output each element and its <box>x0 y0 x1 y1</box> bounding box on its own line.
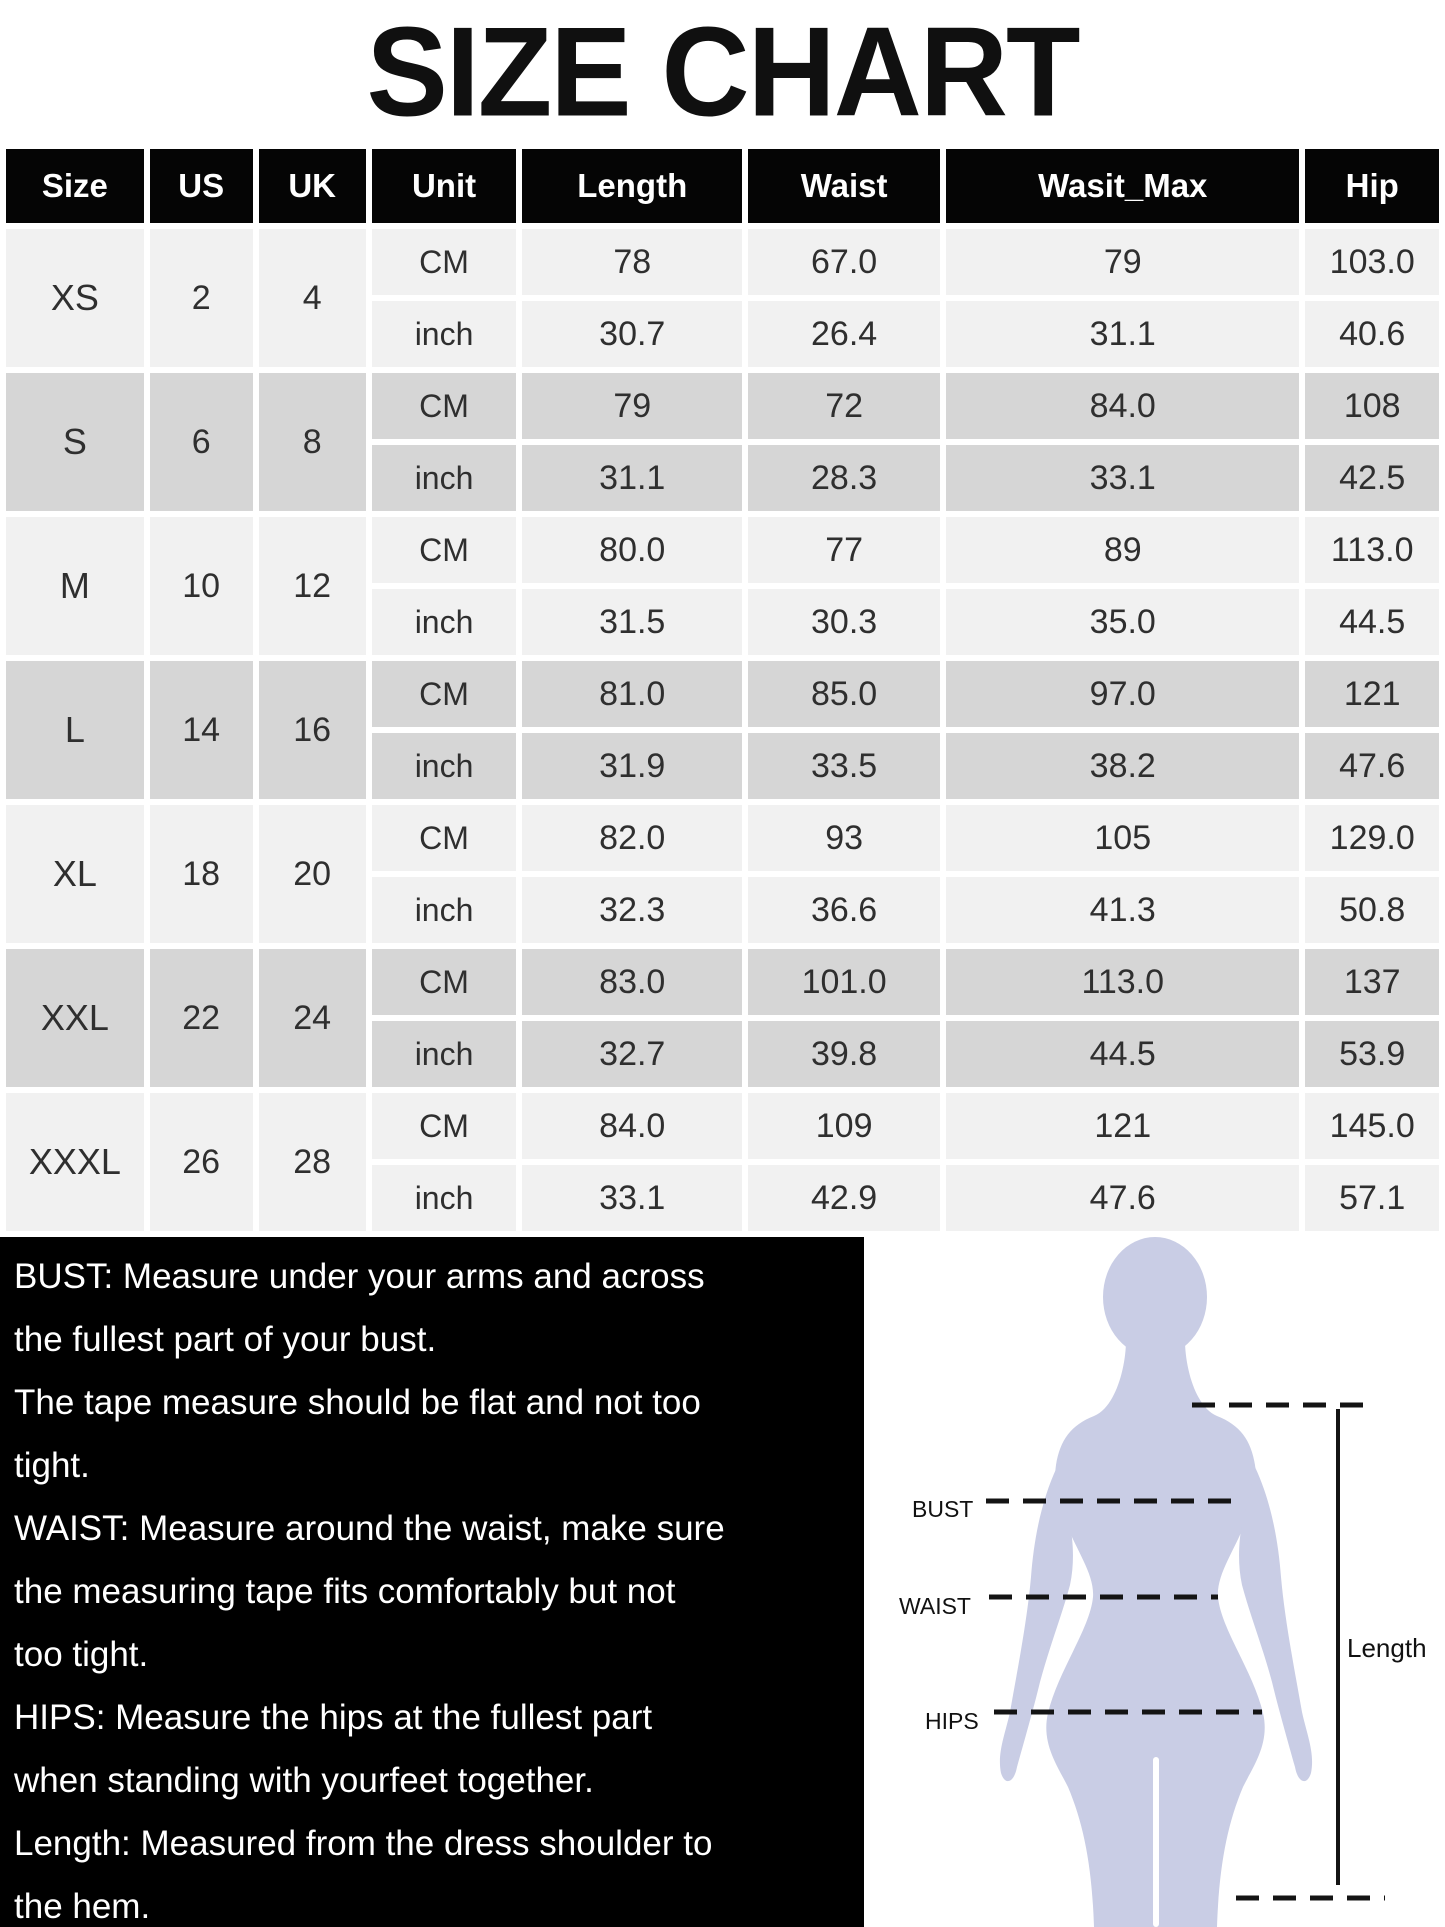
instruction-line: when standing with yourfeet together. <box>14 1761 594 1800</box>
length-label: Length <box>1347 1633 1427 1663</box>
value-cell: 42.5 <box>1305 445 1439 511</box>
value-cell: CM <box>372 229 517 295</box>
value-cell: 2 <box>150 229 253 367</box>
value-cell: 101.0 <box>748 949 940 1015</box>
value-cell: inch <box>372 589 517 655</box>
header-row <box>6 149 1439 223</box>
value-cell: 80.0 <box>522 517 742 583</box>
value-cell: 44.5 <box>946 1021 1299 1087</box>
page-title: SIZE CHART <box>366 0 1079 143</box>
size-cell: XXXL <box>6 1093 144 1231</box>
value-cell: 31.9 <box>522 733 742 799</box>
value-cell: 105 <box>946 805 1299 871</box>
value-cell: 16 <box>259 661 366 799</box>
value-cell: 38.2 <box>946 733 1299 799</box>
value-cell: CM <box>372 517 517 583</box>
value-cell: 40.6 <box>1305 301 1439 367</box>
instruction-line: Length: Measured from the dress shoulder to <box>14 1824 713 1863</box>
body-silhouette-diagram <box>864 1237 1445 1927</box>
value-cell: 79 <box>522 373 742 439</box>
value-cell: 31.5 <box>522 589 742 655</box>
size-cell: XXL <box>6 949 144 1087</box>
value-cell: 33.1 <box>522 1165 742 1231</box>
value-cell: inch <box>372 877 517 943</box>
size-cell: M <box>6 517 144 655</box>
value-cell: 47.6 <box>1305 733 1439 799</box>
value-cell: 6 <box>150 373 253 511</box>
value-cell: 129.0 <box>1305 805 1439 871</box>
value-cell: 78 <box>522 229 742 295</box>
instruction-line: BUST: Measure under your arms and across <box>14 1257 705 1296</box>
value-cell: CM <box>372 1093 517 1159</box>
value-cell: 31.1 <box>946 301 1299 367</box>
value-cell: 12 <box>259 517 366 655</box>
value-cell: inch <box>372 301 517 367</box>
value-cell: 67.0 <box>748 229 940 295</box>
instruction-line: WAIST: Measure around the waist, make sure <box>14 1509 725 1548</box>
size-cell: XS <box>6 229 144 367</box>
value-cell: 84.0 <box>522 1093 742 1159</box>
value-cell: 32.7 <box>522 1021 742 1087</box>
value-cell: 26 <box>150 1093 253 1231</box>
table-body <box>6 229 1439 1231</box>
value-cell: 31.1 <box>522 445 742 511</box>
value-cell: 39.8 <box>748 1021 940 1087</box>
value-cell: 113.0 <box>946 949 1299 1015</box>
value-cell: 22 <box>150 949 253 1087</box>
value-cell: CM <box>372 949 517 1015</box>
value-cell: 83.0 <box>522 949 742 1015</box>
value-cell: 84.0 <box>946 373 1299 439</box>
value-cell: 28.3 <box>748 445 940 511</box>
value-cell: 36.6 <box>748 877 940 943</box>
value-cell: CM <box>372 661 517 727</box>
value-cell: CM <box>372 805 517 871</box>
value-cell: 47.6 <box>946 1165 1299 1231</box>
value-cell: 24 <box>259 949 366 1087</box>
value-cell: 121 <box>1305 661 1439 727</box>
value-cell: inch <box>372 733 517 799</box>
table-row <box>6 229 1439 295</box>
size-cell: L <box>6 661 144 799</box>
header-cell: Unit <box>372 149 517 223</box>
value-cell: 44.5 <box>1305 589 1439 655</box>
value-cell: 10 <box>150 517 253 655</box>
value-cell: 108 <box>1305 373 1439 439</box>
value-cell: 30.7 <box>522 301 742 367</box>
header-cell: Wasit_Max <box>946 149 1299 223</box>
value-cell: 109 <box>748 1093 940 1159</box>
value-cell: 53.9 <box>1305 1021 1439 1087</box>
size-chart-table <box>0 143 1445 1237</box>
header-cell: Size <box>6 149 144 223</box>
instruction-line: the measuring tape fits comfortably but not <box>14 1572 676 1611</box>
value-cell: 26.4 <box>748 301 940 367</box>
value-cell: 113.0 <box>1305 517 1439 583</box>
header-cell: US <box>150 149 253 223</box>
value-cell: 30.3 <box>748 589 940 655</box>
measurement-figure <box>864 1237 1445 1927</box>
instruction-line: tight. <box>14 1446 90 1485</box>
header-cell: Waist <box>748 149 940 223</box>
value-cell: 145.0 <box>1305 1093 1439 1159</box>
value-cell: 42.9 <box>748 1165 940 1231</box>
instruction-line: too tight. <box>14 1635 149 1674</box>
value-cell: 33.1 <box>946 445 1299 511</box>
value-cell: 85.0 <box>748 661 940 727</box>
value-cell: 28 <box>259 1093 366 1231</box>
instruction-line: the hem. <box>14 1887 151 1926</box>
value-cell: 77 <box>748 517 940 583</box>
value-cell: 79 <box>946 229 1299 295</box>
instruction-line: the fullest part of your bust. <box>14 1320 437 1359</box>
waist-label: WAIST <box>899 1593 971 1619</box>
measuring-instructions <box>0 1237 864 1927</box>
table-row <box>6 1093 1439 1159</box>
table-row <box>6 805 1439 871</box>
size-cell: XL <box>6 805 144 943</box>
value-cell: 18 <box>150 805 253 943</box>
header-cell: UK <box>259 149 366 223</box>
value-cell: 20 <box>259 805 366 943</box>
value-cell: 93 <box>748 805 940 871</box>
value-cell: 41.3 <box>946 877 1299 943</box>
value-cell: 4 <box>259 229 366 367</box>
value-cell: 97.0 <box>946 661 1299 727</box>
bust-label: BUST <box>912 1496 974 1522</box>
value-cell: 14 <box>150 661 253 799</box>
value-cell: CM <box>372 373 517 439</box>
header-cell: Hip <box>1305 149 1439 223</box>
table-head <box>6 149 1439 223</box>
value-cell: inch <box>372 445 517 511</box>
value-cell: inch <box>372 1165 517 1231</box>
header-cell: Length <box>522 149 742 223</box>
table-row <box>6 517 1439 583</box>
value-cell: 82.0 <box>522 805 742 871</box>
instruction-line: HIPS: Measure the hips at the fullest part <box>14 1698 653 1737</box>
value-cell: 33.5 <box>748 733 940 799</box>
bottom-section <box>0 1237 1445 1927</box>
value-cell: inch <box>372 1021 517 1087</box>
value-cell: 137 <box>1305 949 1439 1015</box>
value-cell: 72 <box>748 373 940 439</box>
table-row <box>6 949 1439 1015</box>
value-cell: 32.3 <box>522 877 742 943</box>
instruction-line: The tape measure should be flat and not too <box>14 1383 701 1422</box>
value-cell: 121 <box>946 1093 1299 1159</box>
size-cell: S <box>6 373 144 511</box>
table-row <box>6 661 1439 727</box>
hips-label: HIPS <box>925 1708 979 1734</box>
value-cell: 89 <box>946 517 1299 583</box>
value-cell: 57.1 <box>1305 1165 1439 1231</box>
value-cell: 103.0 <box>1305 229 1439 295</box>
value-cell: 8 <box>259 373 366 511</box>
value-cell: 81.0 <box>522 661 742 727</box>
leg-gap-line <box>1153 1757 1159 1927</box>
value-cell: 50.8 <box>1305 877 1439 943</box>
table-row <box>6 373 1439 439</box>
title-wrap <box>0 0 1445 143</box>
value-cell: 35.0 <box>946 589 1299 655</box>
